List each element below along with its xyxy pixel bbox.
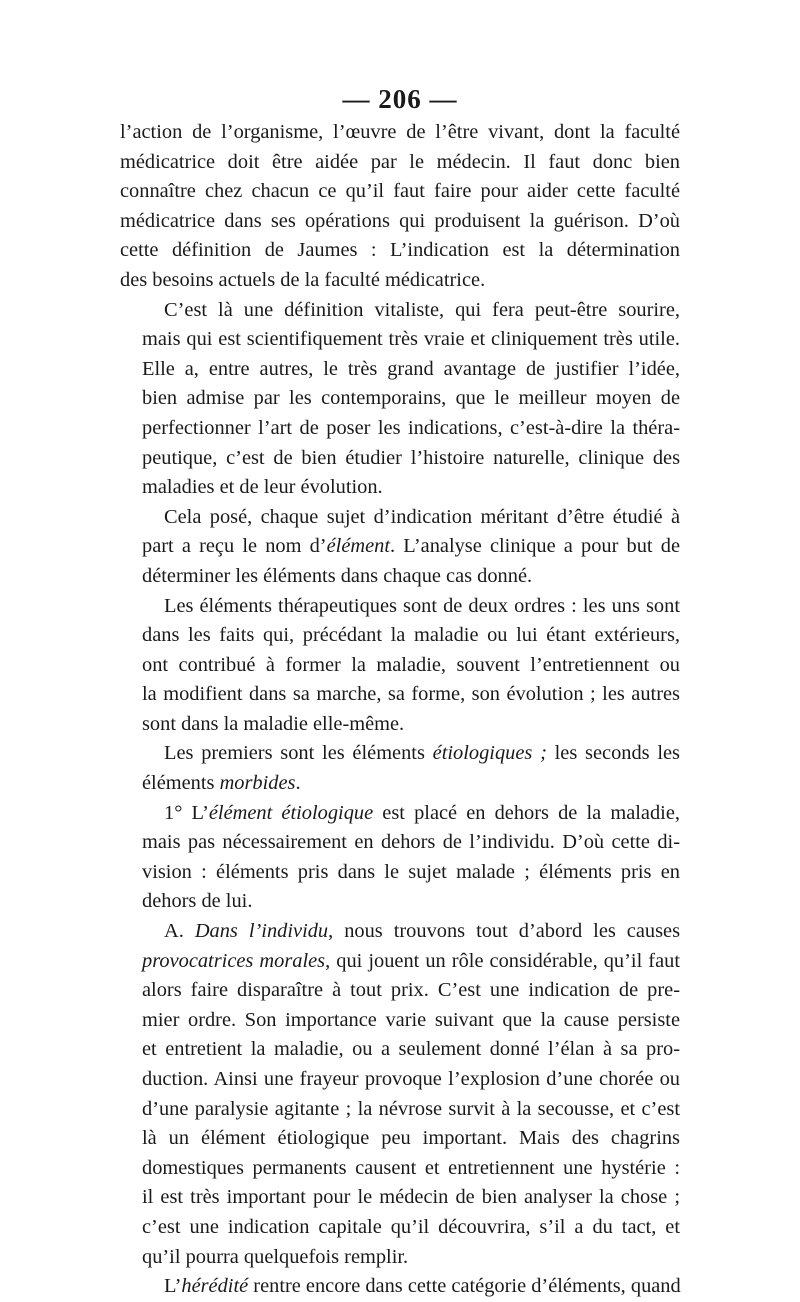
text-line [120, 651, 680, 681]
text-segment: rentre encore dans cette catégorie d’éléments, quand [248, 1275, 681, 1298]
text-segment: bien admise par les contemporains, que le meilleur moyen de [142, 387, 680, 410]
text-line [120, 118, 680, 148]
italic-text: étiologiques ; [432, 742, 547, 765]
text-segment: maladies et de leur évolution. [142, 476, 383, 499]
text-line [120, 769, 680, 799]
text-line [120, 858, 680, 888]
text-segment: et entretient la maladie, ou a seulement donné l’élan à sa pro- [142, 1038, 680, 1061]
text-segment: médicatrice dans ses opérations qui produisent la guérison. D’où [120, 209, 680, 232]
text-line [120, 1243, 680, 1273]
text-line [120, 296, 680, 326]
text-segment: mais qui est scientifiquement très vraie et cliniquement très utile. [142, 328, 680, 351]
text-line [120, 236, 680, 266]
italic-text: élément étiologique [208, 801, 374, 824]
text-line [120, 1272, 680, 1302]
text-line [120, 1183, 680, 1213]
text-segment: médicatrice doit être aidée par le médecin. Il faut donc bien [120, 150, 680, 173]
text-segment: Les éléments thérapeutiques sont de deux ordres : les uns sont [164, 594, 680, 617]
text-line [120, 621, 680, 651]
text-line [120, 887, 680, 917]
text-segment: d’une paralysie agitante ; la névrose survit à la secousse, et c’est [142, 1097, 680, 1120]
text-segment: part a reçu le nom d’ [142, 535, 327, 558]
text-segment: la modifient dans sa marche, sa forme, son évolution ; les autres [142, 683, 680, 706]
text-segment: des besoins actuels de la faculté médicatrice. [120, 268, 486, 291]
text-line [120, 592, 680, 622]
text-segment: éléments [142, 772, 220, 795]
text-segment: sont dans la maladie elle-même. [142, 712, 405, 735]
text-line [120, 976, 680, 1006]
text-line [120, 1095, 680, 1125]
text-segment: 1° L’ [164, 801, 209, 824]
text-line [120, 148, 680, 178]
text-segment: , nous trouvons tout d’abord les causes [328, 920, 681, 943]
italic-text: morbides [219, 772, 296, 795]
text-line [120, 680, 680, 710]
text-segment: cette définition de Jaumes : L’indication est la détermination [120, 239, 680, 262]
text-segment: A. [164, 920, 195, 943]
italic-text: Dans l’individu [194, 920, 329, 943]
text-segment: L’ [164, 1275, 182, 1298]
body-text [120, 118, 680, 1302]
paragraph [120, 799, 680, 917]
text-segment: déterminer les éléments dans chaque cas donné. [142, 564, 533, 587]
text-segment: Cela posé, chaque sujet d’indication méritant d’être étudié à [164, 505, 680, 528]
text-segment: dans les faits qui, précédant la maladie ou lui étant extérieurs, [142, 624, 680, 647]
text-segment: vision : éléments pris dans le sujet malade ; éléments pris en [142, 860, 680, 883]
text-segment: est placé en dehors de la maladie, [373, 801, 680, 824]
text-line [120, 1006, 680, 1036]
text-line [120, 414, 680, 444]
text-segment: . [295, 772, 301, 795]
text-segment: dehors de lui. [142, 890, 253, 913]
text-segment: peutique, c’est de bien étudier l’histoire naturelle, clinique des [142, 446, 680, 469]
paragraph [120, 917, 680, 1272]
text-segment: les seconds les [546, 742, 680, 765]
text-segment: il est très important pour le médecin de bien analyser la chose ; [142, 1186, 680, 1209]
paragraph [120, 1272, 680, 1302]
text-segment: Elle a, entre autres, le très grand avantage de justifier l’idée, [142, 357, 680, 380]
text-segment: Les premiers sont les éléments [164, 742, 433, 765]
italic-text: hérédité [181, 1275, 249, 1298]
text-line [120, 562, 680, 592]
text-line [120, 739, 680, 769]
text-line [120, 207, 680, 237]
text-segment: qu’il pourra quelquefois remplir. [142, 1245, 409, 1268]
text-segment: . L’analyse clinique a pour but de [390, 535, 681, 558]
paragraph [120, 739, 680, 798]
text-line [120, 503, 680, 533]
text-line [120, 710, 680, 740]
text-segment: connaître chez chacun ce qu’il faut faire pour aider cette faculté [120, 180, 680, 203]
text-segment: ont contribué à former la maladie, souvent l’entretiennent ou [142, 653, 680, 676]
paragraph [120, 592, 680, 740]
text-segment: alors faire disparaître à tout prix. C’est une indication de pre- [142, 979, 680, 1002]
text-line [120, 355, 680, 385]
text-line [120, 1065, 680, 1095]
paragraph [120, 503, 680, 592]
text-segment: c’est une indication capitale qu’il découvrira, s’il a du tact, et [142, 1215, 680, 1238]
text-line [120, 177, 680, 207]
text-line [120, 266, 680, 296]
italic-text: provocatrices morales [142, 949, 326, 972]
text-line [120, 1035, 680, 1065]
text-line [120, 1124, 680, 1154]
text-segment: mier ordre. Son importance varie suivant que la cause persiste [142, 1008, 680, 1031]
text-line [120, 917, 680, 947]
text-segment: l’action de l’organisme, l’œuvre de l’être vivant, dont la faculté [120, 121, 680, 143]
text-line [120, 473, 680, 503]
text-line [120, 325, 680, 355]
text-segment: C’est là une définition vitaliste, qui fera peut-être sourire, [164, 298, 680, 321]
text-line [120, 828, 680, 858]
text-segment: perfectionner l’art de poser les indications, c’est-à-dire la théra- [142, 416, 680, 439]
text-line [120, 532, 680, 562]
text-line [120, 947, 680, 977]
text-segment: mais pas nécessairement en dehors de l’individu. D’où cette di- [142, 831, 680, 854]
text-line [120, 384, 680, 414]
page-number: — 206 — [342, 84, 458, 114]
text-segment: domestiques permanents causent et entretiennent une hystérie : [142, 1156, 680, 1179]
text-line [120, 1154, 680, 1184]
italic-text: élément [326, 535, 391, 558]
paragraph [120, 118, 680, 296]
text-segment: duction. Ainsi une frayeur provoque l’explosion d’une chorée ou [142, 1068, 680, 1090]
text-line [120, 799, 680, 829]
text-segment: , qui jouent un rôle considérable, qu’il faut [325, 949, 680, 972]
text-line [120, 1213, 680, 1243]
text-line [120, 444, 680, 474]
text-segment: là un élément étiologique peu important. Mais des chagrins [142, 1127, 680, 1150]
paragraph [120, 296, 680, 503]
